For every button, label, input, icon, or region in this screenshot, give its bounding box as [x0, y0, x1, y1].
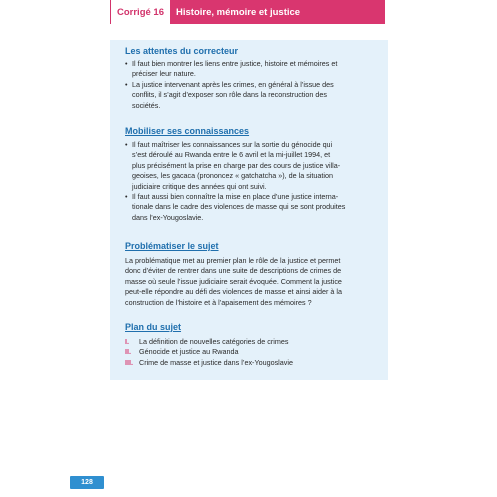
- bullet-dot-icon: •: [125, 192, 128, 202]
- paragraph-line: construction de l’histoire et à l’apaisement des mémoires ?: [125, 297, 312, 307]
- bullet-line: dans l’ex-Yougoslavie.: [132, 212, 204, 222]
- bullet-item: [125, 59, 380, 80]
- bullet-line: Il faut aussi bien connaître la mise en place d’une justice interna-: [132, 192, 339, 202]
- bullet-item: [125, 192, 380, 223]
- plan-item: [125, 337, 380, 347]
- mobiliser-bullets: [125, 140, 380, 223]
- bullet-dot-icon: •: [125, 79, 128, 89]
- header-number: Corrigé 16: [110, 0, 170, 24]
- chapter-header: [110, 0, 385, 24]
- section-title-attentes: Les attentes du correcteur: [125, 46, 239, 56]
- plan-list: [125, 337, 380, 368]
- plan-number: II.: [125, 347, 131, 357]
- problematiser-text: [125, 256, 380, 308]
- plan-item: [125, 347, 380, 357]
- paragraph-line: donc d’éviter de rentrer dans une suite de descriptions de crimes de: [125, 266, 342, 276]
- bullet-dot-icon: •: [125, 59, 128, 68]
- plan-text: Crime de masse et justice dans l’ex-Yougoslavie: [139, 357, 293, 367]
- bullet-item: [125, 80, 380, 111]
- section-title-mobiliser: Mobiliser ses connaissances: [125, 126, 250, 136]
- plan-item: [125, 358, 380, 368]
- plan-text: Génocide et justice au Rwanda: [139, 347, 239, 357]
- paragraph-line: masse où seule l’issue judiciaire serait évoquée. Comment la justice: [125, 276, 342, 286]
- bullet-line: sociétés.: [132, 100, 161, 110]
- bullet-line: judiciaire critique des années qui ont suivi.: [132, 181, 267, 191]
- plan-text: La définition de nouvelles catégories de crimes: [139, 337, 289, 346]
- bullet-dot-icon: •: [125, 140, 128, 149]
- bullet-line: préciser leur nature.: [132, 69, 196, 79]
- attentes-bullets: [125, 59, 380, 111]
- bullet-line: s’est déroulé au Rwanda entre le 6 avril et la mi-juillet 1994, et: [132, 150, 331, 160]
- plan-number: III.: [125, 357, 133, 367]
- header-title: Histoire, mémoire et justice: [170, 0, 385, 24]
- bullet-line: La justice intervenant après les crimes, en général à l’issue des: [132, 79, 334, 89]
- bullet-line: Il faut bien montrer les liens entre justice, histoire et mémoires et: [132, 59, 338, 68]
- bullet-line: geoises, les gacaca (prononcez « gatchatcha »), de la situation: [132, 171, 333, 181]
- page-number: 128: [70, 476, 104, 489]
- bullet-item: [125, 140, 380, 192]
- bullet-line: conflits, il s’agit d’exposer son rôle dans la reconstruction des: [132, 90, 327, 100]
- section-title-problematiser: Problématiser le sujet: [125, 241, 219, 251]
- bullet-line: Il faut maîtriser les connaissances sur la sortie du génocide qui: [132, 140, 333, 149]
- plan-number: I.: [125, 337, 129, 346]
- bullet-line: plus précisément la prise en charge par des cours de justice villa-: [132, 160, 341, 170]
- bullet-line: tionale dans le cadre des violences de masse qui se sont produites: [132, 202, 346, 212]
- paragraph-line: peut-elle répondre au défi des violences de masse et ainsi aider à la: [125, 287, 342, 297]
- paragraph-line: La problématique met au premier plan le rôle de la justice et permet: [125, 256, 341, 265]
- section-title-plan: Plan du sujet: [125, 322, 182, 332]
